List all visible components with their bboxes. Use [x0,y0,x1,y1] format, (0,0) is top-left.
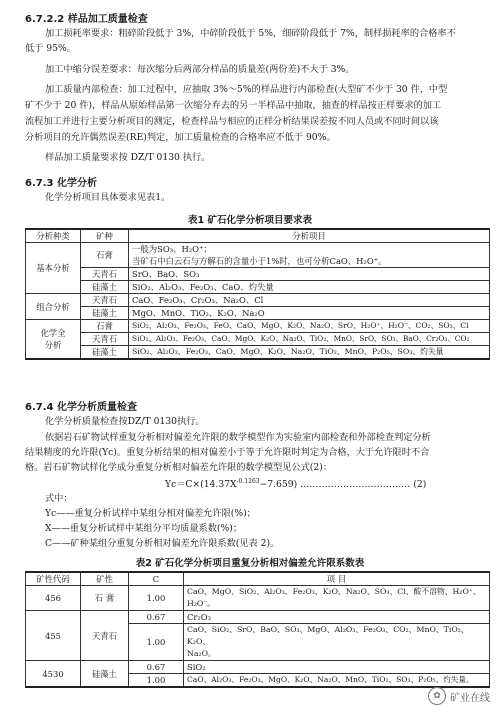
category-cell: 组合分析 [26,294,81,320]
table-row [26,294,490,307]
paragraph: 分析项目的允许偶然误差(RE)判定，加工质量检查的合格率应不低于 90%。 [25,132,336,143]
definition: X——重复分析试样中某组分平均质量系数(%)； [45,523,243,534]
paragraph: 低于 95%。 [25,43,76,54]
category-line: 分析 [44,340,62,350]
column-header: 项 目 [184,572,490,586]
paragraph: 化学分析质量检查按DZ/T 0130执行。 [45,416,205,427]
ore-cell: 硅藻土 [81,307,129,320]
formula-exponent: -0.1263 [236,478,260,485]
watermark [428,687,490,705]
table-row [26,586,490,611]
category-line: 化学全 [40,328,66,338]
table-caption: 表1 矿石化学分析项目要求表 [188,215,312,226]
table-row [26,611,490,624]
c-cell: 1.00 [129,674,184,688]
table-caption: 表2 矿石化学分析项目重复分析相对偏差允许限系数表 [135,558,365,569]
definition: Yc——重复分析试样中某组分相对偏差允许限(%)； [45,508,256,519]
where-label: 式中： [45,493,73,504]
paragraph: 化学分析项目具体要求见表1。 [45,192,171,203]
item-cell [184,586,490,611]
item-cell: SiO₂、Al₂O₃、Fe₂O₃、CaO、MgO、K₂O、Na₂O、TiO₂、MnO、SrO、SO₃、BaO、Cr₂O₃、CO₂ [129,333,490,346]
c-cell: 0.67 [129,611,184,624]
paragraph: 加工中缩分误差要求：每次缩分后两部分样品的质量差(两份差)不大于 3%。 [45,64,355,75]
paragraph: 结果精度的允许限(Yc)。重复分析结果的相对偏差小于等于允许限时判定为合格，大于允许限时不合 [25,447,430,458]
table-row [26,333,490,346]
item-line: Na₂O。 [187,649,216,658]
paragraph: 流程加工并进行主要分析项目的测定，检查样品与相应的正样分析结果误差按不同人员或不同时间以该 [25,116,439,127]
item-cell: SiO₂ [184,661,490,674]
formula-body: Yc＝C×(14.37X [165,479,237,491]
wechat-icon: ✿ [428,687,446,705]
column-header: 分析种类 [26,229,81,243]
deviation-coefficient-table [25,571,490,688]
item-cell: CaO、Fe₂O₃、Cr₂O₃、Na₂O、Cl [129,294,490,307]
ore-cell: 硅藻土 [81,661,129,688]
table-row [26,307,490,320]
item-cell: SiO₂、Al₂O₃、Fe₂O₃、CaO、MgO、K₂O、Na₂O、TiO₂、MnO、P₂O₅、SO₃、灼失量 [129,346,490,360]
table-row [26,346,490,360]
section-heading-quality-check: 6.7.4 化学分析质量检查 [25,402,137,413]
ore-cell: 天青石 [81,294,129,307]
paragraph: 样品加工质量要求按 DZ/T 0130 执行。 [45,152,211,163]
ore-cell: 硅藻土 [81,346,129,360]
item-cell: Cr₂O₃ [184,611,490,624]
c-cell: 1.00 [129,624,184,661]
paragraph: 加工损耗率要求：粗碎阶段低于 3%，中碎阶段低于 5%，细碎阶段低于 7%，制样损耗率的合格率不 [45,28,456,39]
watermark-text: 矿业在线 [450,692,490,704]
table-row [26,243,490,268]
paragraph: 加工质量内部检查：加工过程中，应抽取 3%～5%的样品进行内部检查(大型矿不少于 30 件，中型 [45,84,448,95]
ore-cell: 天青石 [81,333,129,346]
table-header-row [26,229,490,243]
formula-tail: −7.659) ……………………………… (2) [259,479,427,491]
column-header: C [129,572,184,586]
table-row [26,320,490,333]
c-cell: 0.67 [129,661,184,674]
category-cell: 基本分析 [26,243,81,294]
ore-cell: 石 膏 [81,586,129,611]
ore-cell: 天青石 [81,611,129,661]
c-cell: 1.00 [129,586,184,611]
table-row [26,268,490,281]
code-cell: 455 [26,611,81,661]
item-cell: MgO、MnO、TiO₂、K₂O、Na₂O [129,307,490,320]
ore-cell: 天青石 [81,268,129,281]
paragraph: 矿不少于 20 件)，样品从原始样品第一次缩分弃去的另一半样品中抽取，抽查的样品按正样要求的加工 [25,100,442,111]
item-line: CaO、MgO、SiO₂、Al₂O₃、Fe₂O₃、K₂O、Na₂O、SO₃、Cl、酸不溶物、H₂O⁺、 [187,587,481,596]
column-header: 分析项目 [129,229,490,243]
column-header: 矿性 [81,572,129,586]
item-line: H₂O⁻。 [187,599,216,608]
definition: C——矿种某组分重复分析相对偏差允许限系数(见表 2)。 [45,538,280,549]
section-heading-chemical-analysis: 6.7.3 化学分析 [25,178,97,189]
ore-cell: 硅藻土 [81,281,129,294]
item-cell [184,624,490,661]
item-cell [129,243,490,268]
code-cell: 456 [26,586,81,611]
item-cell: SiO₂、Al₂O₃、Fe₂O₃、CaO、灼失量 [129,281,490,294]
table-row [26,281,490,294]
table-row [26,661,490,674]
item-cell: SrO、BaO、SO₃ [129,268,490,281]
paragraph: 格。岩石矿物试样化学成分重复分析相对偏差允许限的数学模型见公式(2)： [25,462,333,473]
code-cell: 4530 [26,661,81,688]
formula [165,474,426,492]
paragraph: 依据岩石矿物试样重复分析相对偏差允许限的数学模型作为实验室内部检查和外部检查判定分析 [45,432,431,443]
item-line: 一般为SO₃、H₂O⁺； [132,244,212,254]
table-header-row [26,572,490,586]
category-cell [26,320,81,360]
item-line: CaO、SiO₂、SrO、BaO、SO₃、MgO、Al₂O₃、Fe₂O₃、CO₂、MnO、TiO₂、K₂O、 [187,625,469,646]
item-line: 当矿石中白云石与方解石的含量小于1%时，也可分析CaO、H₂O⁺。 [132,256,387,266]
ore-cell: 石膏 [81,243,129,268]
section-heading-sample-processing: 6.7.2.2 样品加工质量检查 [25,14,148,25]
ore-cell: 石膏 [81,320,129,333]
column-header: 矿种 [81,229,129,243]
item-cell: CaO、Al₂O₃、Fe₂O₃、MgO、K₂O、Na₂O、MnO、TiO₂、SO₃、P₂O₅、灼失量。 [184,674,490,688]
analysis-items-table [25,228,490,360]
item-cell: SiO₂、Al₂O₃、Fe₂O₃、FeO、CaO、MgO、K₂O、Na₂O、SrO、H₂O⁺、H₂O⁻、CO₂、SO₃、Cl [129,320,490,333]
column-header: 矿性代码 [26,572,81,586]
